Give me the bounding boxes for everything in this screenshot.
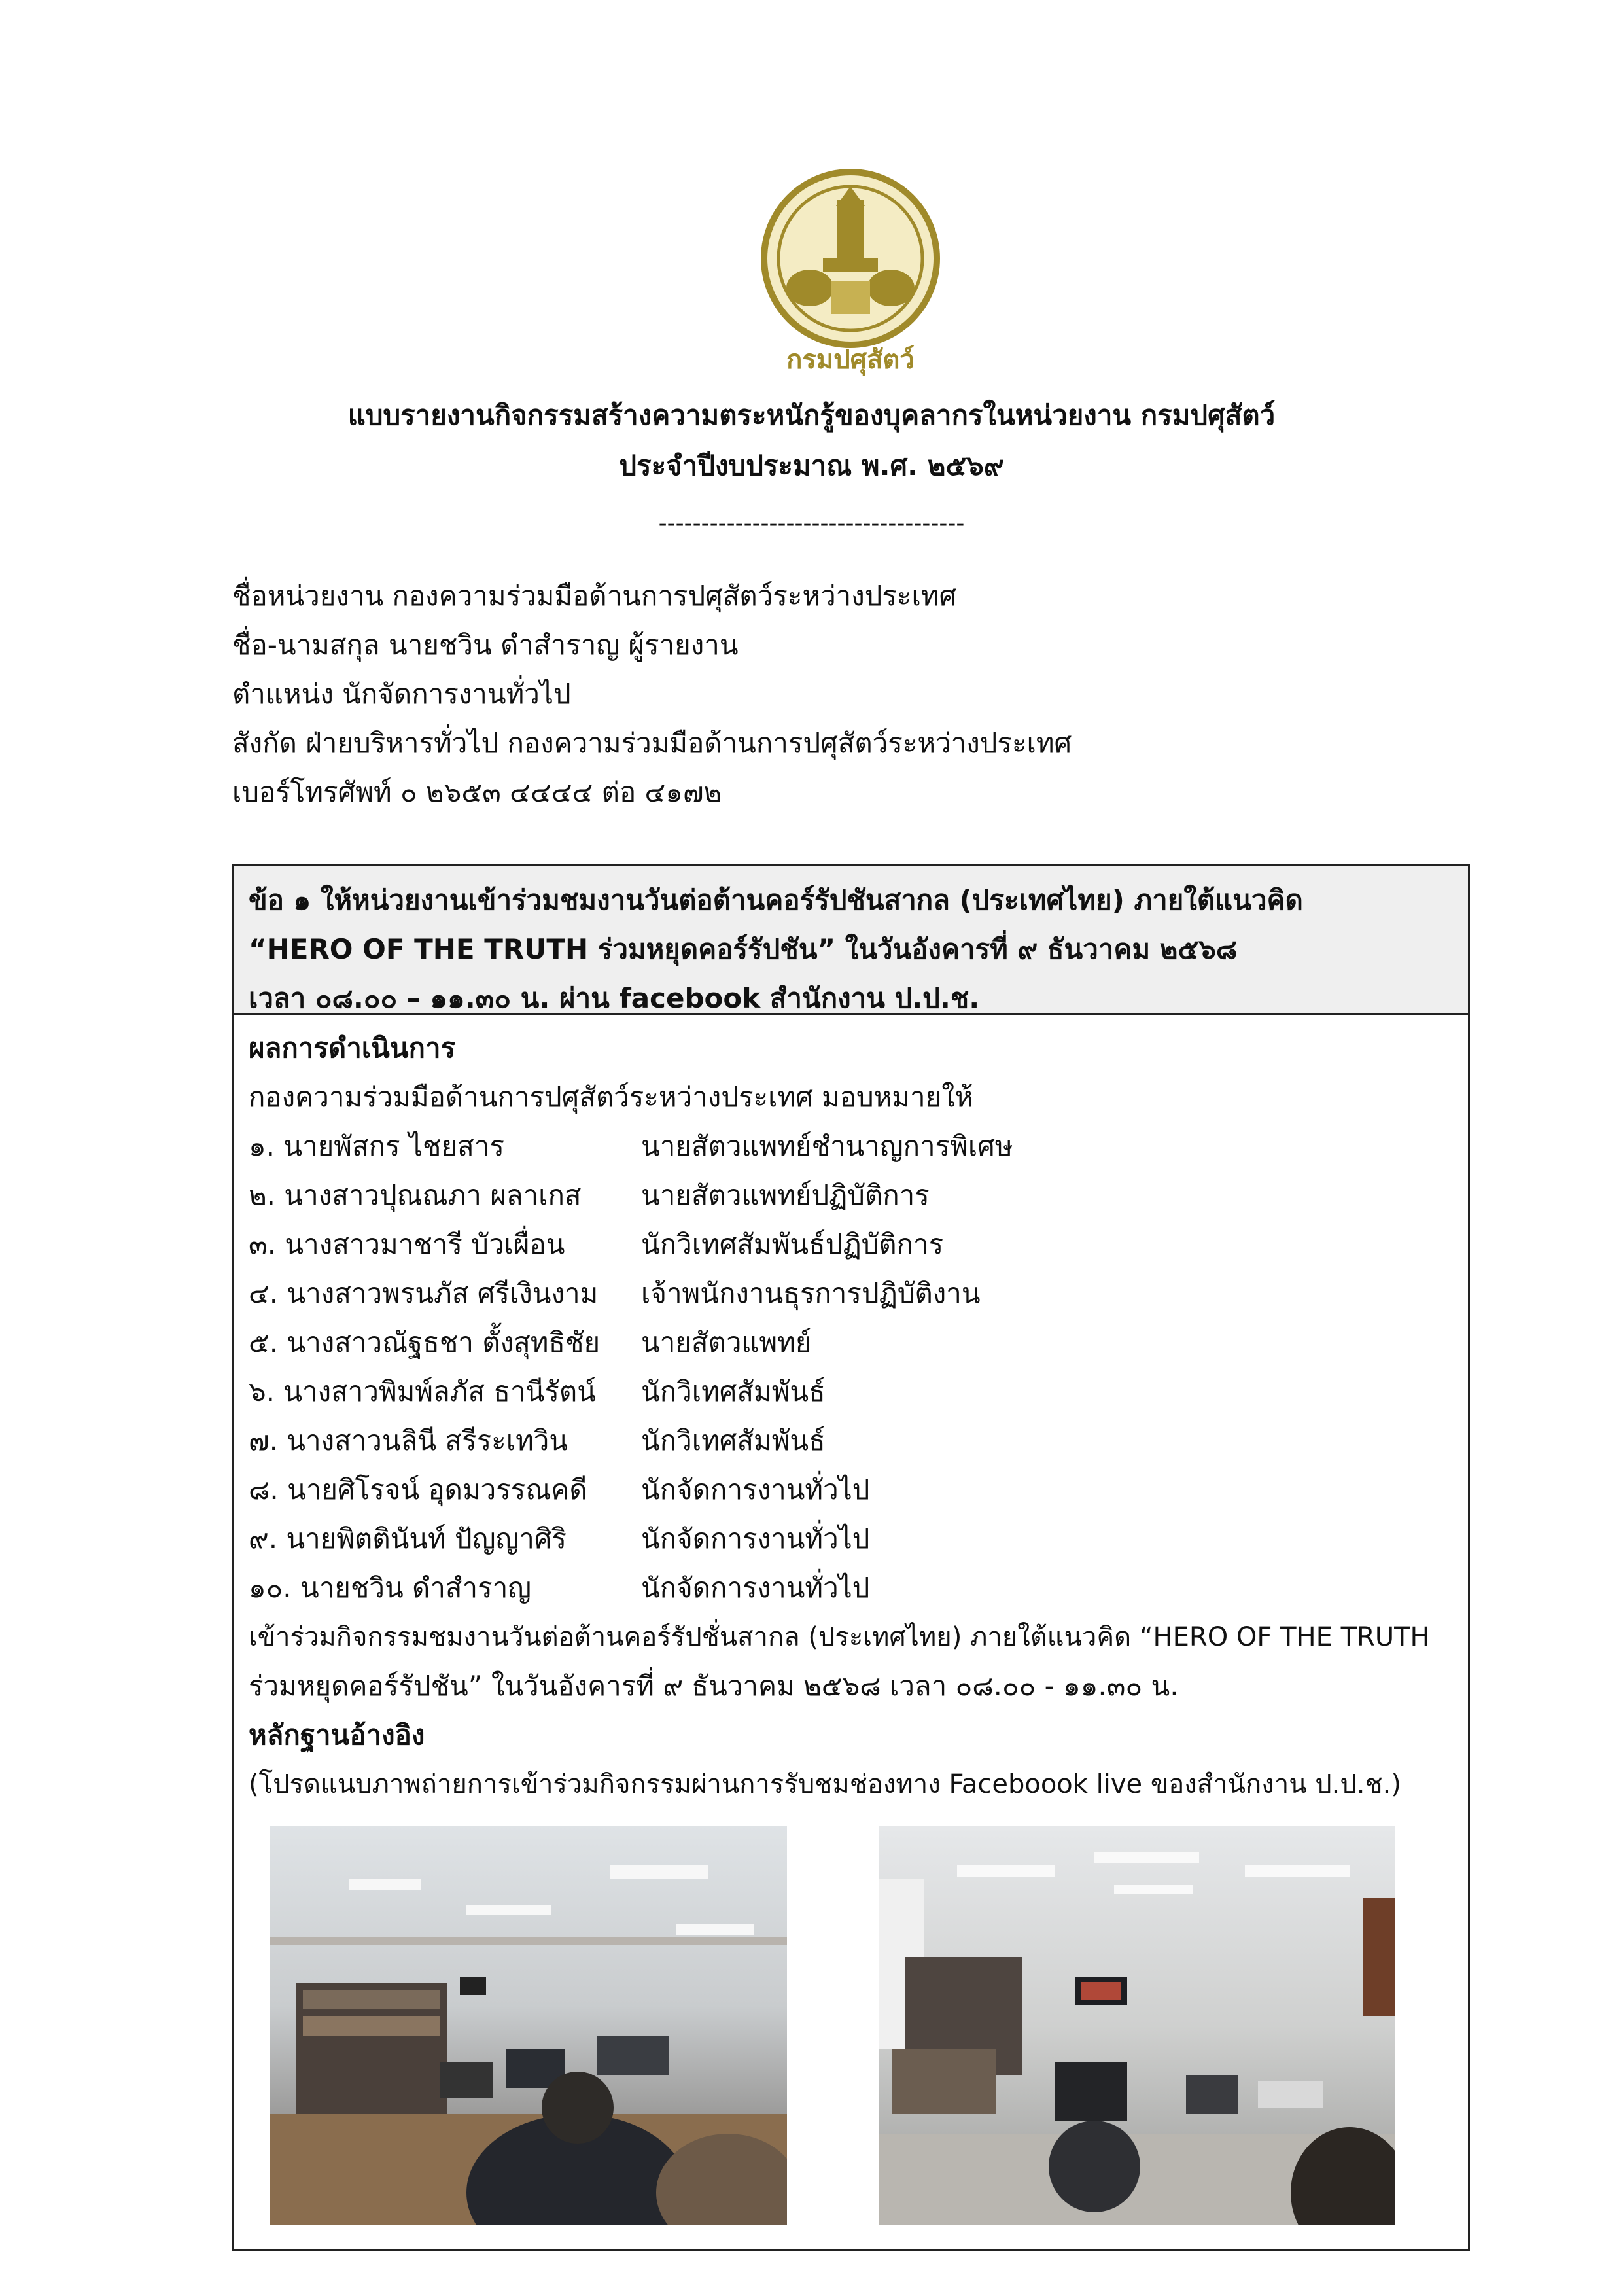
- participant-position: นักวิเทศสัมพันธ์ปฏิบัติการ: [641, 1228, 944, 1260]
- report-title: แบบรายงานกิจกรรมสร้างความตระหนักรู้ของบุคลากรในหน่วยงาน กรมปศุสัตว์: [347, 399, 1276, 431]
- evidence-photo: [879, 1826, 1395, 2225]
- participant-position: นักวิเทศสัมพันธ์: [641, 1375, 826, 1407]
- participant-name: ๘. นายศิโรจน์ อุดมวรรณคดี: [249, 1474, 587, 1506]
- heading-line: “HERO OF THE TRUTH ร่วมหยุดคอร์รัปชัน” ในวันอังคารที่ ๙ ธันวาคม ๒๕๖๘: [249, 933, 1238, 965]
- participant-name: ๔. นางสาวพรนภัส ศรีเงินงาม: [249, 1277, 599, 1309]
- participant-name: ๒. นางสาวปุณณภา ผลาเกส: [249, 1179, 582, 1211]
- participant-position: นักจัดการงานทั่วไป: [641, 1523, 870, 1555]
- participant-position: นายสัตวแพทย์ปฏิบัติการ: [641, 1179, 930, 1211]
- evidence-photo: [270, 1826, 787, 2225]
- participant-name: ๑๐. นายชวิน ดำสำราญ: [249, 1572, 532, 1604]
- info-affiliation: สังกัด ฝ่ายบริหารทั่วไป กองความร่วมมือด้านการปศุสัตว์ระหว่างประเทศ: [232, 727, 1072, 759]
- summary-line: ร่วมหยุดคอร์รัปชัน” ในวันอังคารที่ ๙ ธันวาคม ๒๕๖๘ เวลา ๐๘.๐๐ - ๑๑.๓๐ น.: [249, 1670, 1179, 1702]
- participant-name: ๕. นางสาวณัฐธชา ตั้งสุทธิชัย: [249, 1326, 601, 1358]
- participant-position: นักจัดการงานทั่วไป: [641, 1474, 870, 1506]
- participant-position: เจ้าพนักงานธุรการปฏิบัติงาน: [641, 1277, 981, 1309]
- title-separator: ------------------------------------: [658, 510, 965, 537]
- info-unit: ชื่อหน่วยงาน กองความร่วมมือด้านการปศุสัตว์ระหว่างประเทศ: [232, 580, 957, 612]
- participant-name: ๖. นางสาวพิมพ์ลภัส ธานีรัตน์: [249, 1375, 596, 1407]
- svg-text:กรมปศุสัตว์: กรมปศุสัตว์: [786, 345, 915, 375]
- info-reporter: ชื่อ-นามสกุล นายชวิน ดำสำราญ ผู้รายงาน: [232, 629, 739, 661]
- seal-lettering: [786, 345, 915, 376]
- evidence-label: หลักฐานอ้างอิง: [249, 1719, 425, 1751]
- activity-table: [232, 864, 1470, 2251]
- participant-position: นายสัตวแพทย์: [641, 1326, 812, 1358]
- heading-line: เวลา ๐๘.๐๐ – ๑๑.๓๐ น. ผ่าน facebook สำนักงาน ป.ป.ช.: [249, 982, 980, 1014]
- participant-name: ๓. นางสาวมาชารี บัวเผื่อน: [249, 1228, 565, 1260]
- participant-position: นายสัตวแพทย์ชำนาญการพิเศษ: [641, 1130, 1013, 1162]
- department-seal: [752, 160, 949, 383]
- heading-line: ข้อ ๑ ให้หน่วยงานเข้าร่วมชมงานวันต่อต้านคอร์รัปชันสากล (ประเทศไทย) ภายใต้แนวคิด: [249, 884, 1303, 916]
- participant-name: ๙. นายพิตตินันท์ ปัญญาศิริ: [249, 1523, 567, 1555]
- report-subtitle: ประจำปีงบประมาณ พ.ศ. ๒๕๖๙: [619, 450, 1004, 482]
- info-position: ตำแหน่ง นักจัดการงานทั่วไป: [232, 678, 571, 710]
- participant-name: ๗. นางสาวนลินี สรีระเทวิน: [249, 1424, 568, 1457]
- info-phone: เบอร์โทรศัพท์ ๐ ๒๖๕๓ ๔๔๔๔ ต่อ ๔๑๗๒: [232, 776, 722, 808]
- participant-position: นักวิเทศสัมพันธ์: [641, 1424, 826, 1457]
- results-label: ผลการดำเนินการ: [249, 1032, 456, 1064]
- participant-name: ๑. นายพัสกร ไชยสาร: [249, 1130, 504, 1162]
- evidence-note: (โปรดแนบภาพถ่ายการเข้าร่วมกิจกรรมผ่านการรับชมช่องทาง Faceboook live ของสำนักงาน ป.ป.ช.): [249, 1769, 1401, 1799]
- summary-line: เข้าร่วมกิจกรรมชมงานวันต่อต้านคอร์รัปชั่นสากล (ประเทศไทย) ภายใต้แนวคิด “HERO OF THE TRUTH: [249, 1622, 1430, 1652]
- activity-heading: [234, 866, 1468, 1015]
- participant-position: นักจัดการงานทั่วไป: [641, 1572, 870, 1604]
- results-intro: กองความร่วมมือด้านการปศุสัตว์ระหว่างประเทศ มอบหมายให้: [249, 1081, 973, 1113]
